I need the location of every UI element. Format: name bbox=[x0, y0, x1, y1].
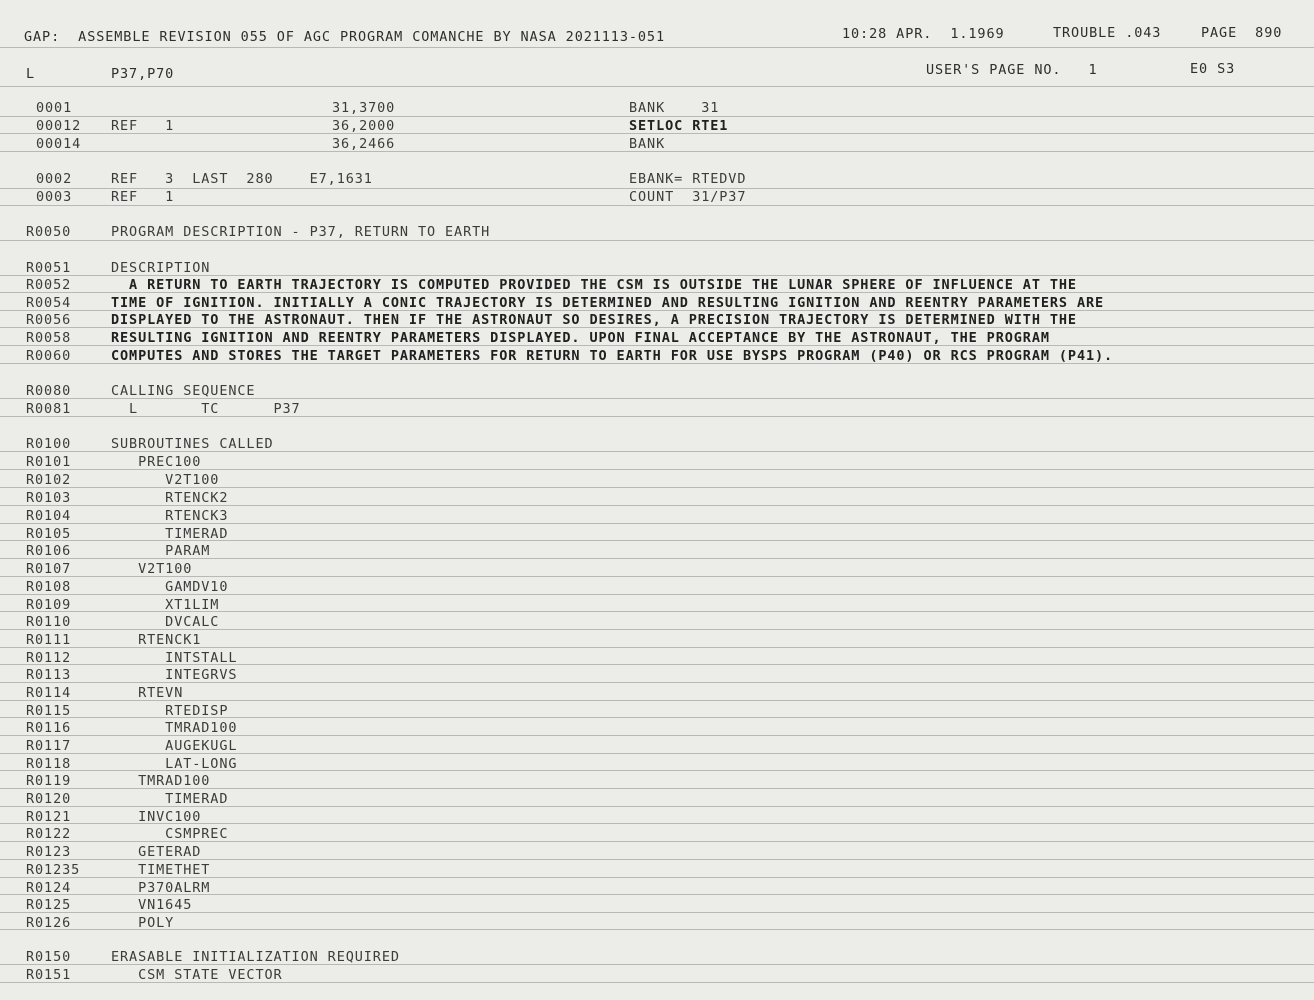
operation-field: EBANK= RTEDVD bbox=[629, 171, 747, 187]
line-number: R0106 bbox=[26, 543, 72, 559]
line-number: R0114 bbox=[26, 685, 72, 701]
line-number: R0104 bbox=[26, 508, 72, 524]
paper-rule bbox=[0, 912, 1314, 913]
line-number: R0107 bbox=[26, 561, 72, 577]
operation-field: BANK 31 bbox=[629, 100, 720, 116]
operation-field: SETLOC RTE1 bbox=[629, 118, 729, 134]
address-field: 31,3700 bbox=[332, 100, 396, 116]
line-number: R0105 bbox=[26, 526, 72, 542]
listing-text: GETERAD bbox=[111, 844, 202, 860]
line-number: R0080 bbox=[26, 383, 72, 399]
listing-text: V2T100 bbox=[111, 472, 220, 488]
paper-rule bbox=[0, 116, 1314, 117]
listing-text: PREC100 bbox=[111, 454, 202, 470]
line-number: 00012 bbox=[36, 118, 82, 134]
line-number: R0100 bbox=[26, 436, 72, 452]
line-number: R0115 bbox=[26, 703, 72, 719]
line-number: 00014 bbox=[36, 136, 82, 152]
line-number: R0116 bbox=[26, 720, 72, 736]
line-number: R0125 bbox=[26, 897, 72, 913]
listing-text: V2T100 bbox=[111, 561, 193, 577]
listing-text: A RETURN TO EARTH TRAJECTORY IS COMPUTED PROVIDED THE CSM IS OUTSIDE THE LUNAR SPHERE OF INFLUENCE AT THE bbox=[111, 277, 1077, 293]
line-number: R0111 bbox=[26, 632, 72, 648]
listing-text: RTENCK1 bbox=[111, 632, 202, 648]
paper-rule bbox=[0, 700, 1314, 701]
listing-text: RTEVN bbox=[111, 685, 184, 701]
ref-field: REF 1 bbox=[111, 118, 175, 134]
paper-rule bbox=[0, 929, 1314, 930]
listing-text: RTENCK2 bbox=[111, 490, 229, 506]
listing-text: CSMPREC bbox=[111, 826, 229, 842]
listing-text: ERASABLE INITIALIZATION REQUIRED bbox=[111, 949, 400, 965]
paper-rule bbox=[0, 240, 1314, 241]
paper-rule bbox=[0, 205, 1314, 206]
listing-text: LAT-LONG bbox=[111, 756, 238, 772]
listing-text: CALLING SEQUENCE bbox=[111, 383, 256, 399]
listing-text: TIME OF IGNITION. INITIALLY A CONIC TRAJECTORY IS DETERMINED AND RESULTING IGNITION AND REENTRY PARAMETERS ARE bbox=[111, 295, 1105, 311]
header-subtitle-program: P37,P70 bbox=[111, 66, 175, 82]
line-number: R0123 bbox=[26, 844, 72, 860]
ref-field: REF 1 bbox=[111, 189, 175, 205]
line-number: R0081 bbox=[26, 401, 72, 417]
line-number: R0054 bbox=[26, 295, 72, 311]
listing-text: RESULTING IGNITION AND REENTRY PARAMETERS DISPLAYED. UPON FINAL ACCEPTANCE BY THE ASTRONAUT, THE PROGRAM bbox=[111, 330, 1050, 346]
paper-rule bbox=[0, 86, 1314, 87]
listing-text: TIMERAD bbox=[111, 526, 229, 542]
line-number: 0001 bbox=[36, 100, 73, 116]
header-trouble: TROUBLE .043 bbox=[1053, 25, 1162, 41]
line-number: R0101 bbox=[26, 454, 72, 470]
header-subtitle-left: L bbox=[26, 66, 36, 82]
listing-text: DVCALC bbox=[111, 614, 220, 630]
line-number: R0058 bbox=[26, 330, 72, 346]
line-number: R0050 bbox=[26, 224, 72, 240]
line-number: R0121 bbox=[26, 809, 72, 825]
line-number: R0150 bbox=[26, 949, 72, 965]
listing-text: RTEDISP bbox=[111, 703, 229, 719]
listing-text: POLY bbox=[111, 915, 175, 931]
line-number: R0122 bbox=[26, 826, 72, 842]
line-number: R0126 bbox=[26, 915, 72, 931]
line-number: R0108 bbox=[26, 579, 72, 595]
line-number: R0051 bbox=[26, 260, 72, 276]
line-number: 0003 bbox=[36, 189, 73, 205]
header-title: GAP: ASSEMBLE REVISION 055 OF AGC PROGRAM COMANCHE BY NASA 2021113-051 bbox=[24, 29, 665, 45]
listing-text: VN1645 bbox=[111, 897, 193, 913]
listing-text: INVC100 bbox=[111, 809, 202, 825]
paper-rule bbox=[0, 576, 1314, 577]
line-number: R0103 bbox=[26, 490, 72, 506]
listing-text: PROGRAM DESCRIPTION - P37, RETURN TO EARTH bbox=[111, 224, 491, 240]
line-number: R0118 bbox=[26, 756, 72, 772]
listing-text: TMRAD100 bbox=[111, 720, 238, 736]
listing-text: RTENCK3 bbox=[111, 508, 229, 524]
listing-text: DESCRIPTION bbox=[111, 260, 211, 276]
line-number: R0052 bbox=[26, 277, 72, 293]
listing-text: INTEGRVS bbox=[111, 667, 238, 683]
listing-text: COMPUTES AND STORES THE TARGET PARAMETERS FOR RETURN TO EARTH FOR USE BYSPS PROGRAM (P40) OR RCS PROGRAM (P41). bbox=[111, 348, 1114, 364]
line-number: R0124 bbox=[26, 880, 72, 896]
address-field: 36,2000 bbox=[332, 118, 396, 134]
ref-field: REF 3 LAST 280 E7,1631 bbox=[111, 171, 373, 187]
header-time-date: 10:28 APR. 1.1969 bbox=[842, 26, 1005, 42]
address-field: 36,2466 bbox=[332, 136, 396, 152]
listing-text: PARAM bbox=[111, 543, 211, 559]
line-number: R0102 bbox=[26, 472, 72, 488]
line-number: R0110 bbox=[26, 614, 72, 630]
line-number: R0151 bbox=[26, 967, 72, 983]
header-users-page: USER'S PAGE NO. 1 bbox=[926, 62, 1098, 78]
listing-text: P370ALRM bbox=[111, 880, 211, 896]
operation-field: COUNT 31/P37 bbox=[629, 189, 747, 205]
line-number: R0120 bbox=[26, 791, 72, 807]
listing-text: GAMDV10 bbox=[111, 579, 229, 595]
listing-text: AUGEKUGL bbox=[111, 738, 238, 754]
line-number: R0112 bbox=[26, 650, 72, 666]
line-number: R0113 bbox=[26, 667, 72, 683]
listing-text: SUBROUTINES CALLED bbox=[111, 436, 274, 452]
line-number: R0060 bbox=[26, 348, 72, 364]
header-page: PAGE 890 bbox=[1201, 25, 1283, 41]
line-number: R01235 bbox=[26, 862, 81, 878]
listing-text: TIMETHET bbox=[111, 862, 211, 878]
line-number: R0056 bbox=[26, 312, 72, 328]
listing-text: TIMERAD bbox=[111, 791, 229, 807]
line-number: R0117 bbox=[26, 738, 72, 754]
paper-rule bbox=[0, 47, 1314, 48]
listing-text: L TC P37 bbox=[111, 401, 301, 417]
header-eo: E0 S3 bbox=[1190, 61, 1236, 77]
listing-text: XT1LIM bbox=[111, 597, 220, 613]
listing-text: CSM STATE VECTOR bbox=[111, 967, 283, 983]
line-number: R0109 bbox=[26, 597, 72, 613]
listing-text: TMRAD100 bbox=[111, 773, 211, 789]
line-number: R0119 bbox=[26, 773, 72, 789]
listing-text: INTSTALL bbox=[111, 650, 238, 666]
operation-field: BANK bbox=[629, 136, 666, 152]
listing-text: DISPLAYED TO THE ASTRONAUT. THEN IF THE ASTRONAUT SO DESIRES, A PRECISION TRAJECTORY IS DETERMINED WITH THE bbox=[111, 312, 1077, 328]
line-number: 0002 bbox=[36, 171, 73, 187]
